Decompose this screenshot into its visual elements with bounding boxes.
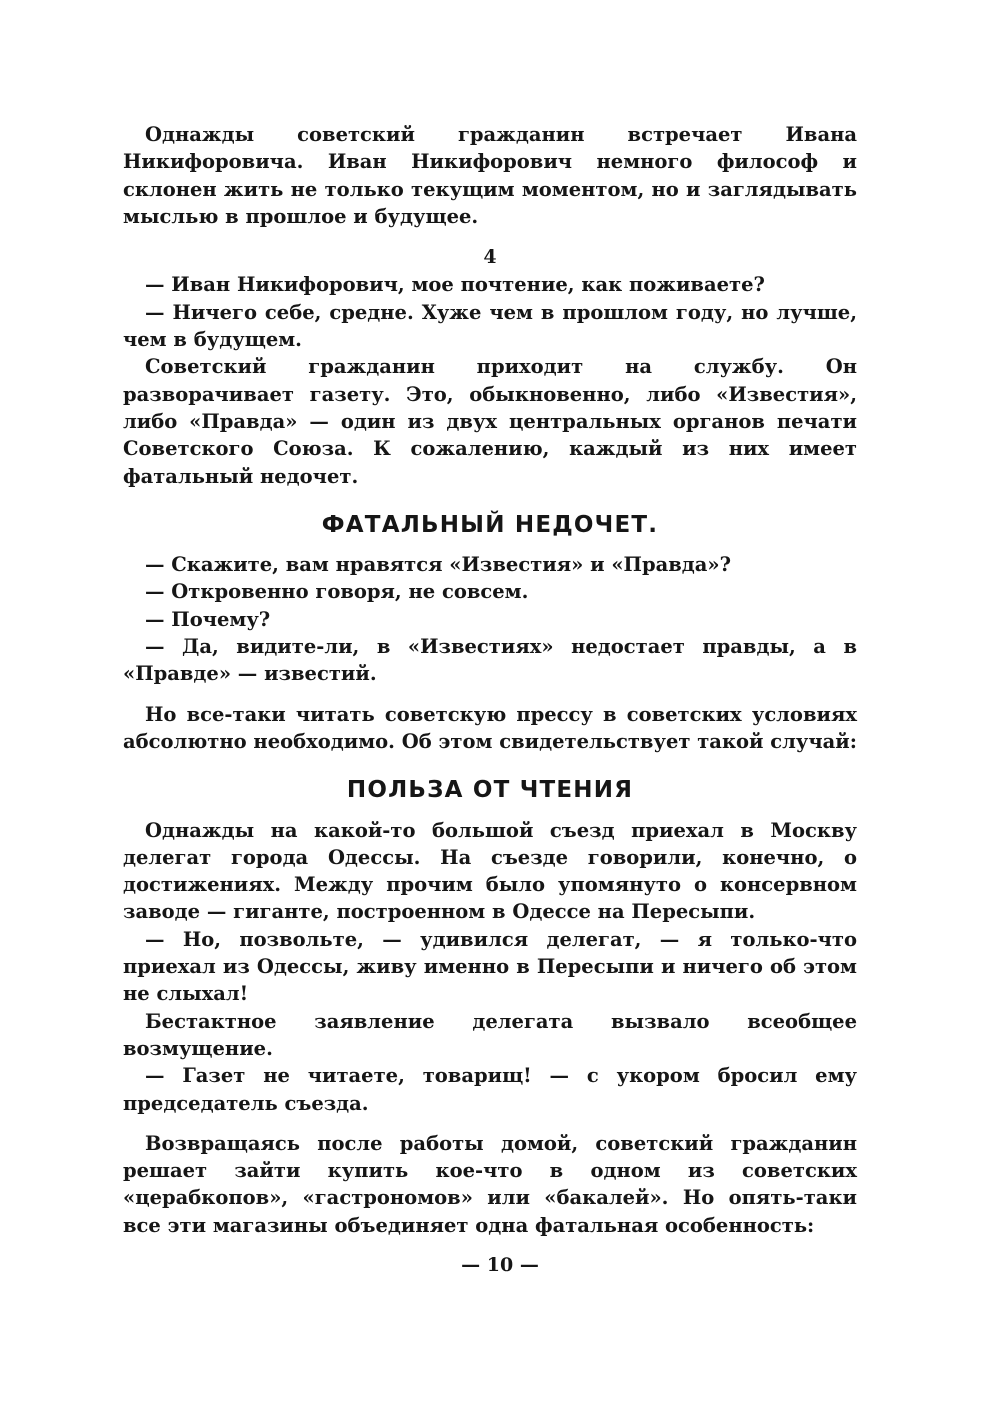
paragraph-indignation: Бестактное заявление делегата вызвало всеобщее возмущение. [123,1009,857,1060]
dialogue-line-6: — Да, видите-ли, в «Известиях» недостает правды, а в «Правде» — известий. [123,635,857,686]
dialogue-line-1: — Иван Никифорович, мое почтение, как поживаете? [145,273,765,297]
paragraph-shops: Возвращаясь после работы домой, советский гражданин решает зайти купить кое-что в одном из советских «церабкопов», «гастрономов» или «бакалей». Но опять-таки все эти магазины объединяет одна фатальная особенность: [123,1131,857,1237]
dialogue-line-3: — Скажите, вам нравятся «Известия» и «Правда»? [145,553,732,577]
dialogue-line-7: — Но, позвольте, — удивился делегат, — я только-что приехал из Одессы, живу именно в Пересыпи и ничего об этом не слыхал! [123,927,857,1006]
paragraph-press: Но все-таки читать советскую прессу в советских условиях абсолютно необходимо. Об этом свидетельствует такой случай: [123,702,857,753]
dialogue-line-5: — Почему? [145,607,271,631]
heading-reading-benefit: ПОЛЬЗА ОТ ЧТЕНИЯ [346,777,634,804]
paragraph-newspaper: Советский гражданин приходит на службу. Он разворачивает газету. Это, обыкновенно, либо «Известия», либо «Правда» — один из двух центральных органов печати Советского Союза. К сожалению, каждый из них имеет фатальный недочет. [123,355,857,488]
page-number: — 10 — [461,1254,539,1276]
page-body [123,121,857,1239]
dialogue-line-2: — Ничего себе, средне. Хуже чем в прошлом году, но лучше, чем в будущем. [123,300,857,352]
paragraph-delegate: Однажды на какой-то большой съезд приехал в Москву делегат города Одессы. На съезде говорили, конечно, о достижениях. Между прочим было упомянуто о консервном заводе — гиганте, построенном в Одессе на Пересыпи. [123,818,857,924]
dialogue-line-8: — Газет не читаете, товарищ! — с укором бросил ему председатель съезда. [123,1064,857,1115]
section-number: 4 [483,246,497,269]
paragraph-intro: Однажды советский гражданин встречает Ивана Никифоровича. Иван Никифорович немного философ и склонен жить не только текущим моментом, но и заглядывать мыслью в прошлое и будущее. [123,123,857,228]
heading-fatal-flaw: ФАТАЛЬНЫЙ НЕДОЧЕТ. [321,511,659,538]
dialogue-line-4: — Откровенно говоря, не совсем. [145,580,529,604]
